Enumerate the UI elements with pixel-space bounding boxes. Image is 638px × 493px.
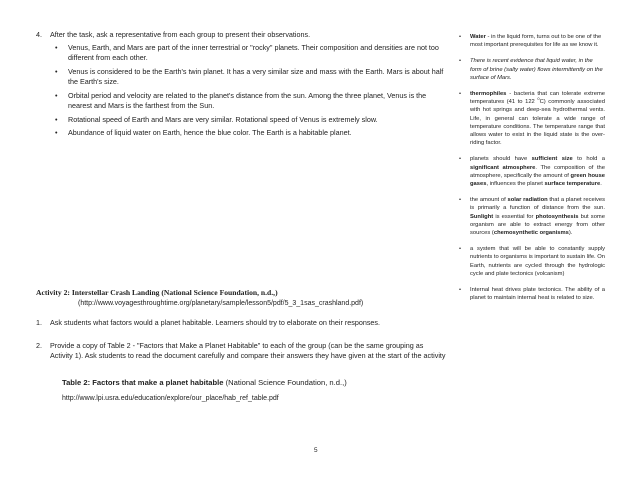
factor-nutrient-system: • a system that will be able to constantly supply nutrients to organisms is important to sustain life. On Earth, nutrients are cycled through the hydrologic cycle and plate tectonics (volcanism) bbox=[459, 246, 605, 277]
bullet-icon: • bbox=[459, 34, 462, 40]
bullet-icon: • bbox=[459, 246, 462, 253]
left-column bbox=[36, 30, 446, 142]
list-item: • Orbital period and velocity are related to the planet's distance from the sun. Among the three planet, Venus is the nearest and Mars is the farthest from the Sun. bbox=[55, 90, 427, 110]
list-item: • Abundance of liquid water on Earth, hence the blue color. The Earth is a habitable planet. bbox=[55, 128, 352, 138]
factor-internal-heat: • Internal heat drives plate tectonics. The ability of a planet to maintain internal heat is related to size. bbox=[459, 287, 605, 302]
step-2-number: 2. bbox=[36, 340, 42, 350]
activity-url[interactable]: (http://www.voyagesthroughtime.org/planetary/sample/lesson5/pdf/5_3_1sas_crashland.pdf) bbox=[78, 299, 364, 307]
list-item: • Venus, Earth, and Mars are part of the inner terrestrial or "rocky" planets. Their composition and densities are not too different from each other. bbox=[55, 43, 439, 63]
step-1 bbox=[36, 318, 446, 329]
page-number: 5 bbox=[314, 447, 318, 454]
activity-2-section bbox=[36, 288, 446, 405]
table-2-title: Table 2: Factors that make a planet habitable (National Science Foundation, n.d.,) bbox=[62, 377, 347, 387]
right-column bbox=[459, 33, 605, 310]
step-2-text: Provide a copy of Table 2 - "Factors that Make a Planet Habitable" to each of the group (can be the same grouping as Activity 1). Ask students to read the document carefully and compare their answers they have given at the start of the activity bbox=[50, 340, 446, 360]
bullet-icon: • bbox=[55, 67, 58, 76]
bullet-icon: • bbox=[459, 197, 462, 204]
list-item: • Venus is considered to be the Earth's twin planet. It has a very similar size and mass with the Earth. Mars is about half the Earth's size. bbox=[55, 67, 444, 87]
table-2-url[interactable]: http://www.lpi.usra.edu/education/explore/our_place/hab_ref_table.pdf bbox=[62, 395, 279, 402]
factor-solar-radiation: • the amount of solar radiation that a planet receives is primarily a function of distance from the sun. Sunlight is essential for photosynthesis but some organism are able to extract energy from other sources (chemosynthetic organisms). bbox=[459, 197, 606, 237]
factor-size-atmosphere: • planets should have sufficient size to hold a significant atmosphere. The composition of the atmosphere, specifically the amount of green house gases, influences the planet surface temperature. bbox=[459, 156, 606, 188]
step-4 bbox=[36, 30, 446, 138]
bullet-icon: • bbox=[55, 90, 58, 100]
activity-title: Activity 2: Interstellar Crash Landing (National Science Foundation, n.d.,) bbox=[36, 288, 278, 297]
step-1-text: Ask students what factors would a planet habitable. Learners should try to elaborate on their responses. bbox=[50, 318, 381, 327]
step-4-text: After the task, ask a representative from each group to present their observations. bbox=[50, 30, 311, 39]
step-1-number: 1. bbox=[36, 318, 42, 327]
bullet-icon: • bbox=[459, 91, 462, 98]
step-4-number: 4. bbox=[36, 30, 42, 39]
factor-water: • Water - in the liquid form, turns out to be one of the most important prerequisites for life as we know it. bbox=[459, 34, 602, 49]
observation-list bbox=[50, 43, 446, 138]
bullet-icon: • bbox=[55, 114, 58, 124]
bullet-icon: • bbox=[55, 43, 58, 53]
bullet-icon: • bbox=[55, 128, 58, 138]
bullet-icon: • bbox=[459, 58, 462, 65]
list-item: • Rotational speed of Earth and Mars are very similar. Rotational speed of Venus is extremely slow. bbox=[55, 114, 378, 124]
step-2 bbox=[36, 341, 446, 362]
bullet-icon: • bbox=[459, 156, 462, 163]
bullet-icon: • bbox=[459, 287, 462, 294]
factor-thermophiles: • thermophiles - bacteria that can tolerate extreme temperatures (41 to 122 $^0$C) commonly associated with hot springs and deep-sea hydrothermal vents. Life, in general can tolerate a wide range of temperature conditions. The temperature range that allows water to exist in the liquid state is the over-riding factor. bbox=[459, 91, 605, 147]
factor-mars-note: • There is recent evidence that liquid water, in the form of brine (salty water) flows intermittently on the surface of Mars. bbox=[459, 58, 603, 81]
